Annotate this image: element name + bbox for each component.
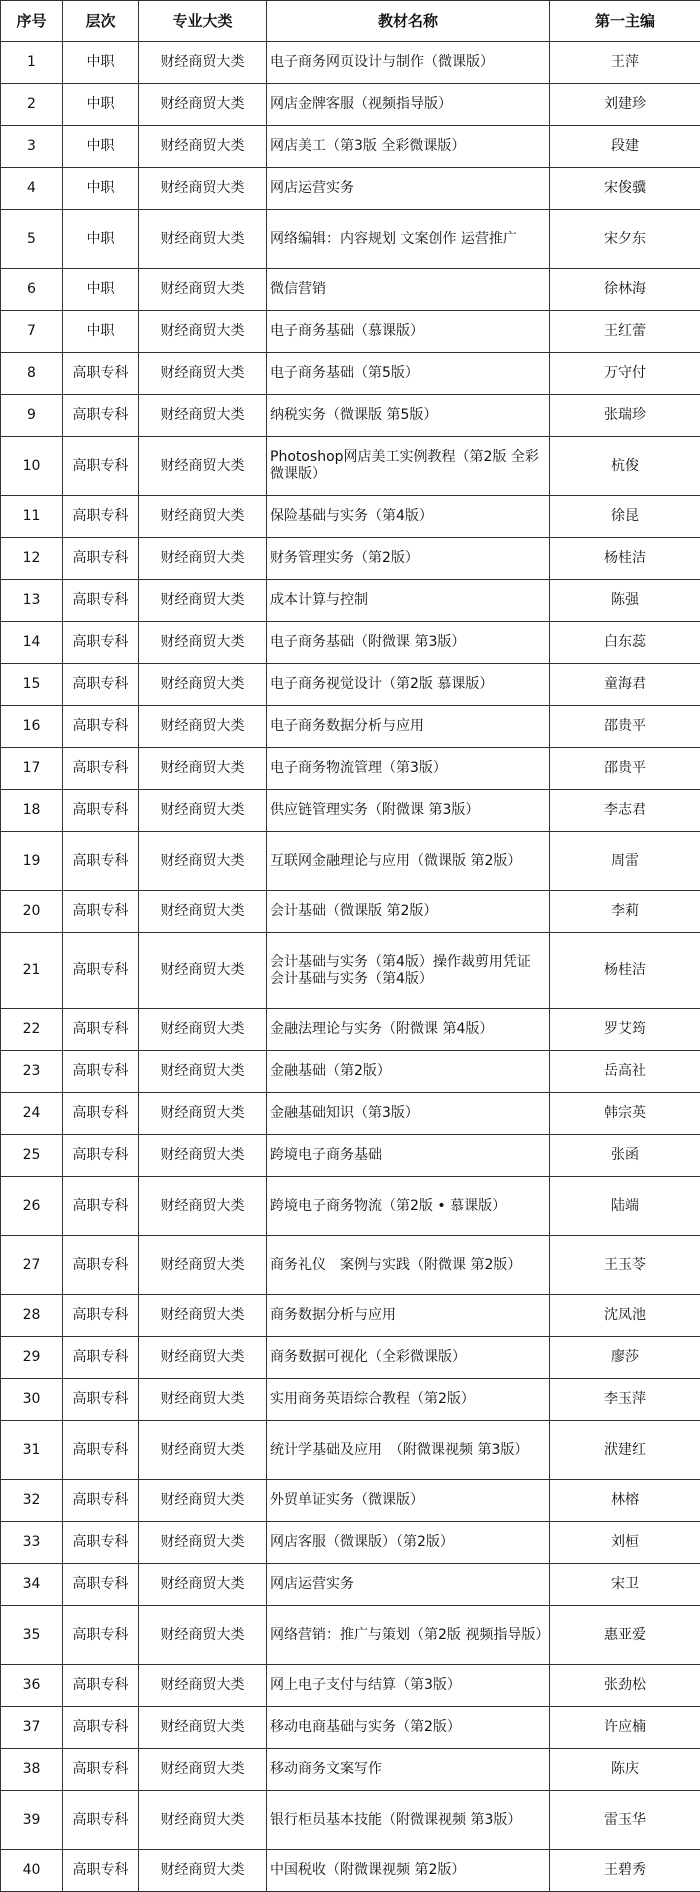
table-row [1,1665,700,1707]
cell-title: 网店金牌客服（视频指导版） [267,84,550,126]
cell-title: 电子商务基础（第5版） [267,353,550,395]
cell-level: 高职专科 [63,1177,139,1236]
cell-title: 统计学基础及应用 （附微课视频 第3版） [267,1421,550,1480]
table-row [1,437,700,496]
cell-editor: 童海君 [550,664,700,706]
cell-title: 商务数据可视化（全彩微课版） [267,1337,550,1379]
cell-editor: 许应楠 [550,1707,700,1749]
table-row [1,1421,700,1480]
cell-editor: 宋俊骥 [550,168,700,210]
cell-index: 18 [1,790,63,832]
cell-editor: 沈凤池 [550,1295,700,1337]
cell-index: 12 [1,538,63,580]
cell-index: 27 [1,1236,63,1295]
cell-level: 高职专科 [63,496,139,538]
cell-category: 财经商贸大类 [139,891,267,933]
cell-category: 财经商贸大类 [139,1093,267,1135]
table-row [1,1051,700,1093]
cell-category: 财经商贸大类 [139,1337,267,1379]
cell-index: 13 [1,580,63,622]
cell-level: 高职专科 [63,891,139,933]
cell-level: 中职 [63,84,139,126]
cell-index: 21 [1,933,63,1009]
cell-editor: 邵贵平 [550,706,700,748]
cell-editor: 宋夕东 [550,210,700,269]
cell-index: 38 [1,1749,63,1791]
cell-level: 中职 [63,311,139,353]
cell-level: 高职专科 [63,748,139,790]
cell-category: 财经商贸大类 [139,748,267,790]
table-row [1,353,700,395]
cell-title: 微信营销 [267,269,550,311]
table-row [1,1093,700,1135]
cell-title: 电子商务视觉设计（第2版 慕课版） [267,664,550,706]
header-category: 专业大类 [139,1,267,42]
cell-index: 8 [1,353,63,395]
table-row [1,538,700,580]
cell-title: 商务礼仪 案例与实践（附微课 第2版） [267,1236,550,1295]
cell-category: 财经商贸大类 [139,622,267,664]
cell-editor: 段建 [550,126,700,168]
cell-level: 高职专科 [63,1093,139,1135]
cell-title: 网店客服（微课版）（第2版） [267,1522,550,1564]
cell-editor: 刘桓 [550,1522,700,1564]
cell-index: 33 [1,1522,63,1564]
cell-category: 财经商贸大类 [139,395,267,437]
table-row [1,1337,700,1379]
table-row [1,1177,700,1236]
cell-category: 财经商贸大类 [139,437,267,496]
cell-editor: 杭俊 [550,437,700,496]
cell-category: 财经商贸大类 [139,269,267,311]
cell-index: 16 [1,706,63,748]
cell-category: 财经商贸大类 [139,168,267,210]
cell-title: 财务管理实务（第2版） [267,538,550,580]
cell-category: 财经商贸大类 [139,1850,267,1892]
cell-editor: 邵贵平 [550,748,700,790]
cell-level: 高职专科 [63,1606,139,1665]
cell-category: 财经商贸大类 [139,1480,267,1522]
cell-level: 高职专科 [63,1421,139,1480]
cell-category: 财经商贸大类 [139,580,267,622]
cell-title: 互联网金融理论与应用（微课版 第2版） [267,832,550,891]
cell-category: 财经商贸大类 [139,1051,267,1093]
cell-level: 高职专科 [63,1295,139,1337]
cell-editor: 王碧秀 [550,1850,700,1892]
cell-category: 财经商贸大类 [139,790,267,832]
cell-category: 财经商贸大类 [139,1295,267,1337]
cell-level: 高职专科 [63,1135,139,1177]
cell-index: 40 [1,1850,63,1892]
table-row [1,706,700,748]
cell-level: 高职专科 [63,664,139,706]
cell-title: 电子商务基础（慕课版） [267,311,550,353]
cell-editor: 林榕 [550,1480,700,1522]
cell-index: 26 [1,1177,63,1236]
cell-editor: 宋卫 [550,1564,700,1606]
cell-title: 移动电商基础与实务（第2版） [267,1707,550,1749]
table-row [1,891,700,933]
cell-title: 网店美工（第3版 全彩微课版） [267,126,550,168]
cell-title: 跨境电子商务基础 [267,1135,550,1177]
cell-title: 电子商务数据分析与应用 [267,706,550,748]
cell-index: 32 [1,1480,63,1522]
cell-index: 34 [1,1564,63,1606]
cell-level: 高职专科 [63,1707,139,1749]
cell-level: 高职专科 [63,538,139,580]
table-row [1,311,700,353]
cell-level: 高职专科 [63,395,139,437]
cell-index: 7 [1,311,63,353]
header-title: 教材名称 [267,1,550,42]
cell-title: 外贸单证实务（微课版） [267,1480,550,1522]
cell-index: 36 [1,1665,63,1707]
cell-level: 高职专科 [63,1009,139,1051]
table-row [1,496,700,538]
cell-category: 财经商贸大类 [139,1379,267,1421]
cell-level: 高职专科 [63,1051,139,1093]
cell-category: 财经商贸大类 [139,1177,267,1236]
cell-editor: 廖莎 [550,1337,700,1379]
cell-category: 财经商贸大类 [139,496,267,538]
cell-level: 高职专科 [63,1749,139,1791]
cell-title: 网络营销：推广与策划（第2版 视频指导版） [267,1606,550,1665]
table-row [1,210,700,269]
cell-category: 财经商贸大类 [139,1236,267,1295]
cell-title: 金融基础（第2版） [267,1051,550,1093]
cell-category: 财经商贸大类 [139,832,267,891]
cell-index: 3 [1,126,63,168]
cell-level: 高职专科 [63,622,139,664]
table-row [1,168,700,210]
table-row [1,1606,700,1665]
cell-title: 移动商务文案写作 [267,1749,550,1791]
table-row [1,1749,700,1791]
cell-editor: 张劲松 [550,1665,700,1707]
table-row [1,126,700,168]
table-row [1,580,700,622]
cell-index: 1 [1,42,63,84]
cell-level: 高职专科 [63,1379,139,1421]
cell-index: 11 [1,496,63,538]
cell-index: 23 [1,1051,63,1093]
cell-category: 财经商贸大类 [139,1707,267,1749]
cell-editor: 张函 [550,1135,700,1177]
cell-category: 财经商贸大类 [139,353,267,395]
cell-index: 6 [1,269,63,311]
cell-index: 35 [1,1606,63,1665]
cell-category: 财经商贸大类 [139,126,267,168]
cell-level: 中职 [63,42,139,84]
cell-index: 9 [1,395,63,437]
cell-title: 电子商务物流管理（第3版） [267,748,550,790]
cell-level: 中职 [63,210,139,269]
cell-level: 高职专科 [63,1522,139,1564]
header-index: 序号 [1,1,63,42]
cell-title: Photoshop网店美工实例教程（第2版 全彩微课版） [267,437,550,496]
table-row [1,1295,700,1337]
cell-level: 中职 [63,269,139,311]
cell-index: 28 [1,1295,63,1337]
cell-index: 25 [1,1135,63,1177]
table-row [1,933,700,1009]
cell-title: 纳税实务（微课版 第5版） [267,395,550,437]
cell-editor: 李志君 [550,790,700,832]
table-row [1,1564,700,1606]
cell-index: 20 [1,891,63,933]
cell-category: 财经商贸大类 [139,1421,267,1480]
cell-category: 财经商贸大类 [139,538,267,580]
table-row [1,664,700,706]
cell-category: 财经商贸大类 [139,933,267,1009]
cell-title: 供应链管理实务（附微课 第3版） [267,790,550,832]
cell-index: 19 [1,832,63,891]
cell-level: 高职专科 [63,1337,139,1379]
cell-editor: 陈强 [550,580,700,622]
table-row [1,1135,700,1177]
cell-category: 财经商贸大类 [139,706,267,748]
cell-index: 37 [1,1707,63,1749]
cell-category: 财经商贸大类 [139,1606,267,1665]
cell-level: 高职专科 [63,437,139,496]
cell-level: 高职专科 [63,1236,139,1295]
table-row [1,748,700,790]
table-row [1,622,700,664]
table-row [1,1850,700,1892]
table-row [1,42,700,84]
cell-category: 财经商贸大类 [139,210,267,269]
table-row [1,1707,700,1749]
cell-category: 财经商贸大类 [139,664,267,706]
table-row [1,1236,700,1295]
cell-title: 会计基础与实务（第4版）操作裁剪用凭证 会计基础与实务（第4版） [267,933,550,1009]
cell-level: 高职专科 [63,832,139,891]
cell-editor: 陆端 [550,1177,700,1236]
cell-index: 31 [1,1421,63,1480]
cell-title: 保险基础与实务（第4版） [267,496,550,538]
cell-level: 高职专科 [63,1665,139,1707]
cell-index: 39 [1,1791,63,1850]
cell-title: 网店运营实务 [267,1564,550,1606]
cell-editor: 罗艾筠 [550,1009,700,1051]
cell-title: 网络编辑：内容规划 文案创作 运营推广 [267,210,550,269]
cell-category: 财经商贸大类 [139,42,267,84]
cell-editor: 李莉 [550,891,700,933]
cell-category: 财经商贸大类 [139,1749,267,1791]
cell-level: 高职专科 [63,933,139,1009]
cell-index: 29 [1,1337,63,1379]
table-row [1,1480,700,1522]
cell-title: 网店运营实务 [267,168,550,210]
cell-title: 成本计算与控制 [267,580,550,622]
cell-level: 高职专科 [63,790,139,832]
cell-category: 财经商贸大类 [139,1522,267,1564]
cell-editor: 刘建珍 [550,84,700,126]
cell-level: 中职 [63,126,139,168]
cell-editor: 韩宗英 [550,1093,700,1135]
cell-category: 财经商贸大类 [139,1791,267,1850]
cell-editor: 徐林海 [550,269,700,311]
cell-editor: 杨桂洁 [550,538,700,580]
table-row [1,395,700,437]
cell-editor: 雷玉华 [550,1791,700,1850]
cell-editor: 惠亚爱 [550,1606,700,1665]
cell-level: 高职专科 [63,1791,139,1850]
cell-level: 高职专科 [63,706,139,748]
cell-index: 14 [1,622,63,664]
cell-title: 电子商务基础（附微课 第3版） [267,622,550,664]
cell-editor: 杨桂洁 [550,933,700,1009]
cell-level: 高职专科 [63,1850,139,1892]
cell-editor: 周雷 [550,832,700,891]
cell-editor: 白东蕊 [550,622,700,664]
cell-index: 2 [1,84,63,126]
cell-title: 金融基础知识（第3版） [267,1093,550,1135]
cell-category: 财经商贸大类 [139,1135,267,1177]
cell-level: 中职 [63,168,139,210]
cell-editor: 洑建红 [550,1421,700,1480]
cell-title: 电子商务网页设计与制作（微课版） [267,42,550,84]
cell-category: 财经商贸大类 [139,1564,267,1606]
table-row [1,832,700,891]
cell-level: 高职专科 [63,1564,139,1606]
cell-title: 商务数据分析与应用 [267,1295,550,1337]
cell-editor: 徐昆 [550,496,700,538]
table-row [1,1791,700,1850]
cell-category: 财经商贸大类 [139,1009,267,1051]
cell-editor: 万守付 [550,353,700,395]
cell-index: 22 [1,1009,63,1051]
cell-editor: 张瑞珍 [550,395,700,437]
table-body [1,42,700,1892]
cell-level: 高职专科 [63,580,139,622]
cell-editor: 李玉萍 [550,1379,700,1421]
cell-title: 中国税收（附微课视频 第2版） [267,1850,550,1892]
cell-editor: 王萍 [550,42,700,84]
cell-editor: 王红蕾 [550,311,700,353]
header-row [1,1,700,42]
table-row [1,1522,700,1564]
cell-editor: 王玉苓 [550,1236,700,1295]
cell-index: 30 [1,1379,63,1421]
cell-category: 财经商贸大类 [139,311,267,353]
cell-title: 金融法理论与实务（附微课 第4版） [267,1009,550,1051]
cell-title: 网上电子支付与结算（第3版） [267,1665,550,1707]
cell-title: 会计基础（微课版 第2版） [267,891,550,933]
cell-index: 5 [1,210,63,269]
cell-index: 4 [1,168,63,210]
cell-title: 实用商务英语综合教程（第2版） [267,1379,550,1421]
header-editor: 第一主编 [550,1,700,42]
table-row [1,84,700,126]
table-row [1,790,700,832]
cell-index: 15 [1,664,63,706]
table-row [1,1379,700,1421]
cell-category: 财经商贸大类 [139,1665,267,1707]
cell-index: 10 [1,437,63,496]
cell-editor: 岳高社 [550,1051,700,1093]
cell-index: 17 [1,748,63,790]
cell-level: 高职专科 [63,1480,139,1522]
cell-editor: 陈庆 [550,1749,700,1791]
cell-title: 银行柜员基本技能（附微课视频 第3版） [267,1791,550,1850]
cell-level: 高职专科 [63,353,139,395]
table-row [1,269,700,311]
cell-index: 24 [1,1093,63,1135]
cell-title: 跨境电子商务物流（第2版 • 慕课版） [267,1177,550,1236]
cell-category: 财经商贸大类 [139,84,267,126]
table-row [1,1009,700,1051]
header-level: 层次 [63,1,139,42]
